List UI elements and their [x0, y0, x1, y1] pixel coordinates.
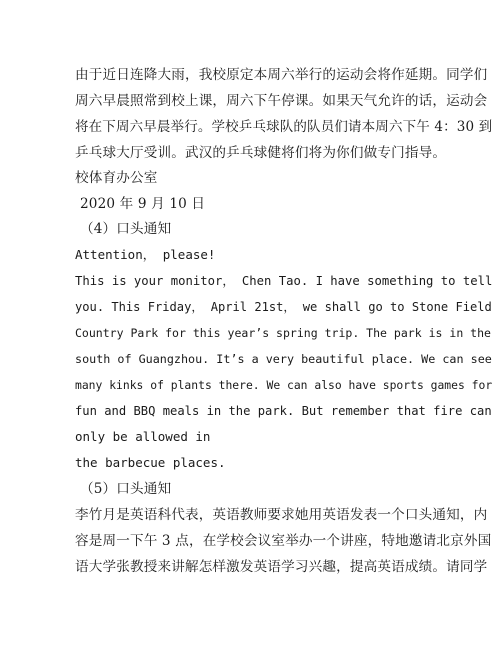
paragraph-line: 周六早晨照常到校上课，周六下午停课。如果天气允许的话，运动会 — [75, 93, 488, 109]
signature-office: 校体育办公室 — [75, 170, 158, 186]
paragraph-line: south of Guangzhou. It’s a very beautiful place. We can see — [75, 352, 492, 366]
paragraph-line: 容是周一下午 3 点，在学校会议室举办一个讲座，特地邀请北京外国 — [75, 533, 492, 549]
paragraph-line: This is your monitor， Chen Tao. I have something to tell — [75, 274, 493, 288]
paragraph-line: 乒乓球大厅受训。武汉的乒乓球健将们将为你们做专门指导。 — [75, 145, 447, 161]
paragraph-line: Country Park for this year’s spring trip. The park is in the — [75, 326, 491, 340]
paragraph-line: 将在下周六早晨举行。学校乒乓球队的队员们请本周六下午 4：30 到 — [75, 119, 493, 135]
paragraph-line: 语大学张教授来讲解怎样激发英语学习兴趣，提高英语成绩。请同学 — [75, 559, 488, 575]
section-heading: （5）口头通知 — [80, 481, 172, 497]
paragraph-line: 李竹月是英语科代表，英语教师要求她用英语发表一个口头通知，内 — [75, 507, 488, 523]
paragraph-line: 由于近日连降大雨，我校原定本周六举行的运动会将作延期。同学们 — [75, 67, 488, 83]
signature-date: 2020 年 9 月 10 日 — [80, 196, 206, 212]
paragraph-line: many kinks of plants there. We can also have sports games for — [75, 378, 493, 392]
section-heading: （4）口头通知 — [80, 221, 172, 237]
paragraph-line: the barbecue places. — [75, 455, 226, 470]
notice-greeting: Attention， please! — [75, 247, 216, 262]
paragraph-line: only be allowed in — [75, 429, 211, 444]
paragraph-line: fun and BBQ meals in the park. But remember that fire can — [75, 404, 492, 418]
paragraph-line: you. This Friday， April 21st， we shall go to Stone Field — [75, 300, 492, 314]
